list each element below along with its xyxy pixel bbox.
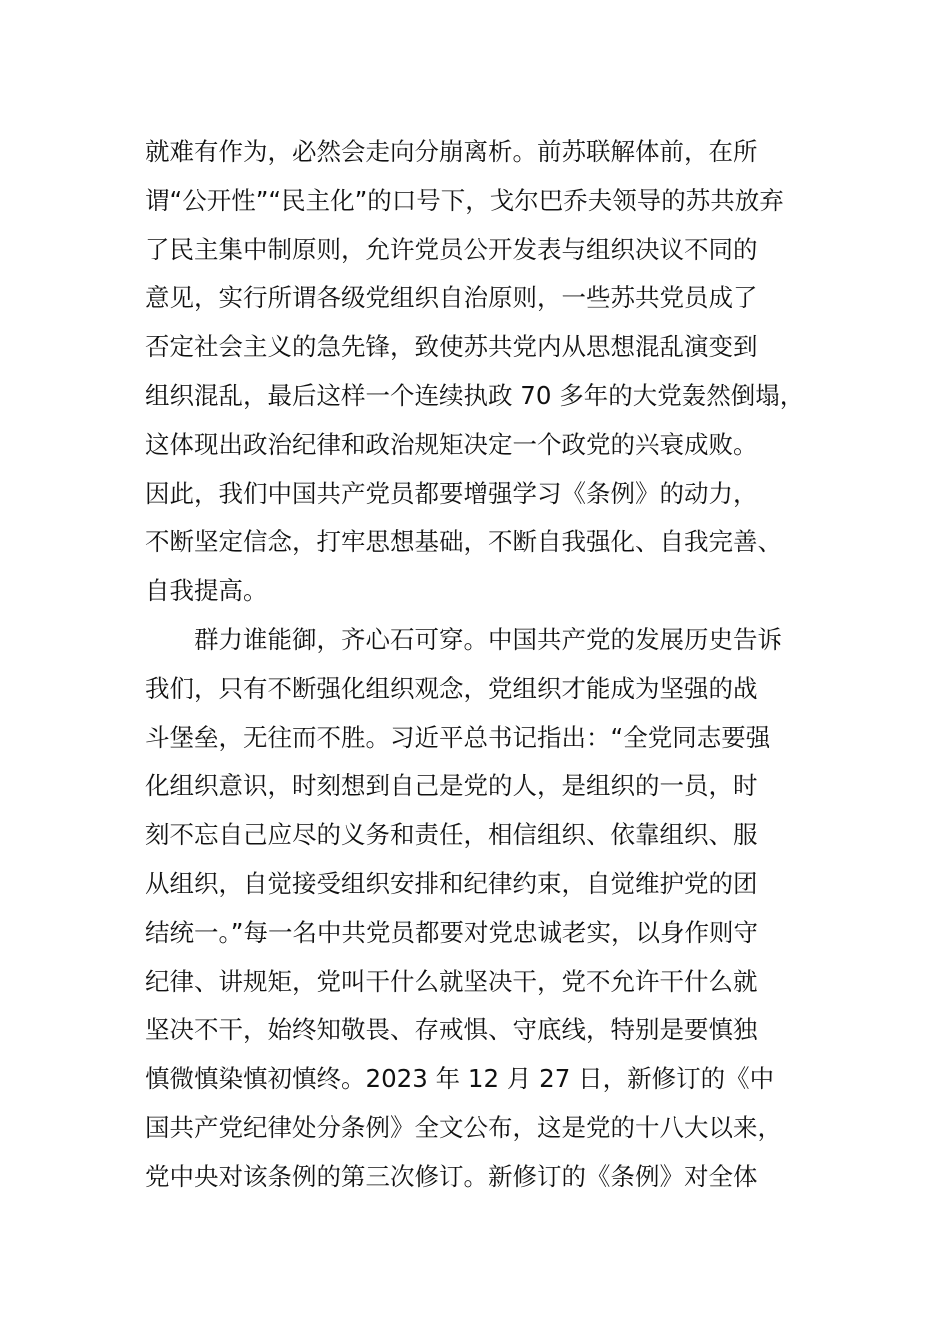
text-line: 自我提高。 — [145, 576, 268, 606]
text-line: 国共产党纪律处分条例》全文公布，这是党的十八大以来， — [145, 1112, 782, 1142]
text-line: 因此，我们中国共产党员都要增强学习《条例》的动力， — [145, 478, 758, 508]
text-line: 否定社会主义的急先锋，致使苏共党内从思想混乱演变到 — [145, 332, 758, 362]
text-line: 慎微慎染慎初慎终。2023 年 12 月 27 日，新修订的《中 — [145, 1064, 775, 1094]
text-line: 斗堡垒，无往而不胜。习近平总书记指出：“全党同志要强 — [145, 722, 771, 752]
text-line: 不断坚定信念，打牢思想基础，不断自我强化、自我完善、 — [145, 527, 782, 557]
body-text — [145, 128, 835, 1202]
text-line: 我们，只有不断强化组织观念，党组织才能成为坚强的战 — [145, 673, 758, 703]
text-line: 意见，实行所谓各级党组织自治原则，一些苏共党员成了 — [145, 283, 758, 313]
text-line: 谓“公开性”“民主化”的口号下，戈尔巴乔夫领导的苏共放弃 — [145, 185, 784, 215]
text-line: 结统一。”每一名中共党员都要对党忠诚老实，以身作则守 — [145, 917, 758, 947]
text-line: 组织混乱，最后这样一个连续执政 70 多年的大党轰然倒塌， — [145, 380, 805, 410]
text-line: 坚决不干，始终知敬畏、存戒惧、守底线，特别是要慎独 — [145, 1015, 758, 1045]
text-line: 纪律、讲规矩，党叫干什么就坚决干，党不允许干什么就 — [145, 966, 758, 996]
text-line: 刻不忘自己应尽的义务和责任，相信组织、依靠组织、服 — [145, 820, 758, 850]
text-line: 从组织，自觉接受组织安排和纪律约束，自觉维护党的团 — [145, 868, 758, 898]
text-line: 了民主集中制原则，允许党员公开发表与组织决议不同的 — [145, 234, 758, 264]
text-line: 化组织意识，时刻想到自己是党的人，是组织的一员，时 — [145, 771, 758, 801]
text-line: 党中央对该条例的第三次修订。新修订的《条例》对全体 — [145, 1161, 758, 1191]
paragraph-start-line: 群力谁能御，齐心石可穿。中国共产党的发展历史告诉 — [145, 624, 782, 654]
text-line: 这体现出政治纪律和政治规矩决定一个政党的兴衰成败。 — [145, 429, 758, 459]
text-line: 就难有作为，必然会走向分崩离析。前苏联解体前，在所 — [145, 137, 758, 166]
